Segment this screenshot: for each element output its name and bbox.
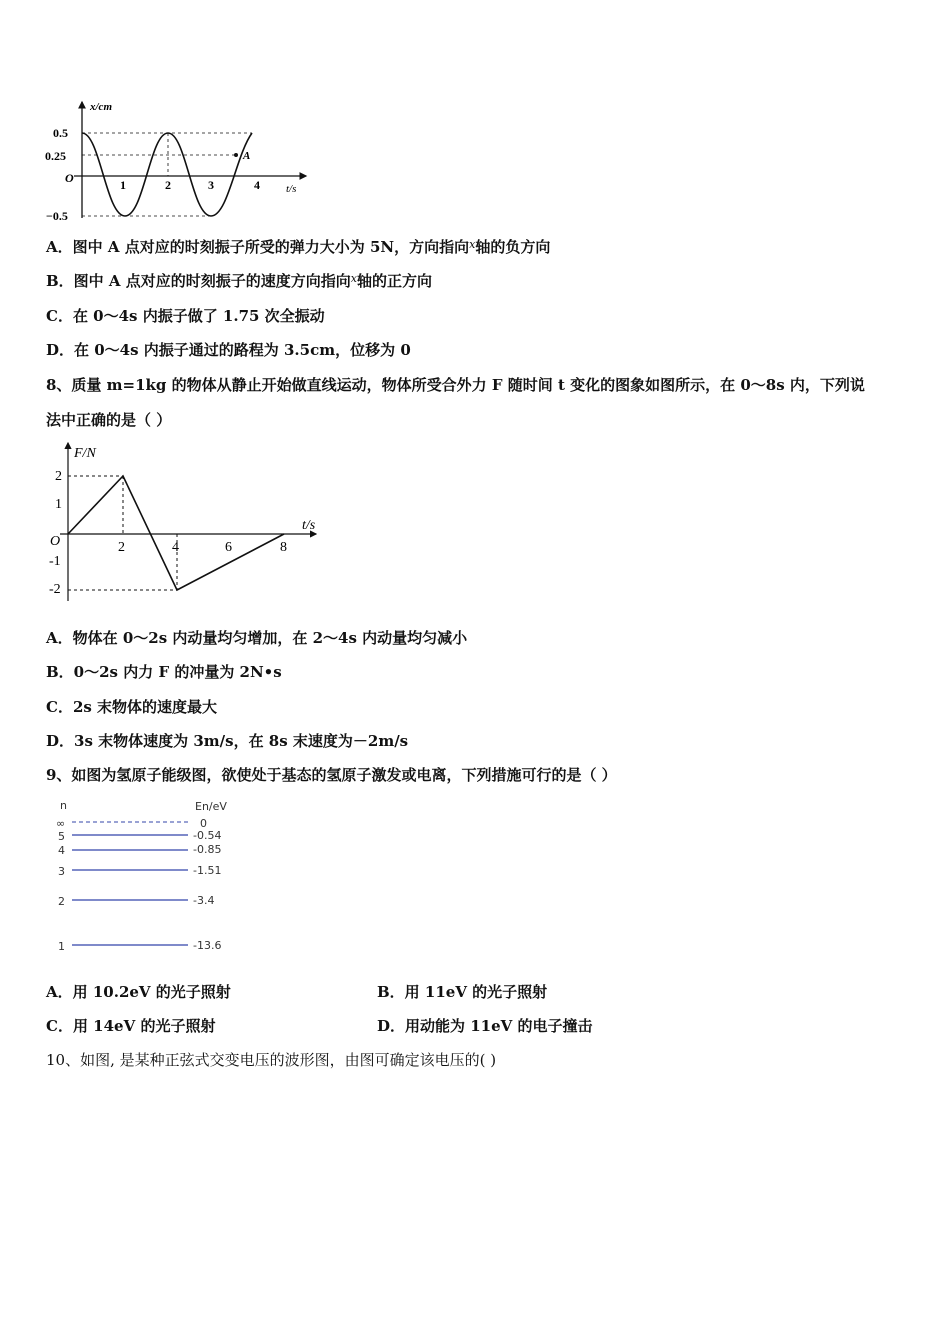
q7-option-b: B．图中 A 点对应的时刻振子的速度方向指向$^x$轴的正方向 bbox=[46, 272, 432, 290]
energy-level-diagram bbox=[50, 796, 250, 956]
q8-stem-line1: 8、质量 m=1kg 的物体从静止开始做直线运动，物体所受合外力 F 随时间 t 变化的图象如图所示，在 0～8s 内，下列说 bbox=[46, 376, 865, 394]
q7-option-d: D．在 0～4s 内振子通过的路程为 3.5cm，位移为 0 bbox=[46, 341, 411, 359]
q9-option-b: B．用 11eV 的光子照射 bbox=[377, 983, 548, 1001]
y-tick: 0.5 bbox=[53, 126, 68, 140]
y-tick: 1 bbox=[55, 497, 62, 512]
level-energy: -1.51 bbox=[193, 864, 222, 877]
q9-option-d: D．用动能为 11eV 的电子撞击 bbox=[377, 1017, 593, 1035]
x-tick: 4 bbox=[254, 178, 260, 192]
x-tick: 3 bbox=[208, 178, 214, 192]
level-energy: 0 bbox=[200, 817, 207, 830]
q8-option-c: C．2s 末物体的速度最大 bbox=[46, 698, 218, 716]
x-tick: 4 bbox=[172, 540, 179, 555]
y-tick: −0.5 bbox=[46, 209, 68, 223]
x-tick: 1 bbox=[120, 178, 126, 192]
q9-option-c: C．用 14eV 的光子照射 bbox=[46, 1017, 216, 1035]
level-n: 3 bbox=[58, 865, 65, 878]
oscillation-graph bbox=[40, 96, 320, 226]
q8-option-d: D．3s 末物体速度为 3m/s，在 8s 末速度为－2m/s bbox=[46, 732, 409, 750]
x-axis-label: t/s bbox=[302, 518, 316, 533]
level-energy: -0.85 bbox=[193, 843, 222, 856]
force-line bbox=[68, 476, 284, 590]
q9-stem: 9、如图为氢原子能级图，欲使处于基态的氢原子激发或电离，下列措施可行的是（ ） bbox=[46, 766, 617, 784]
q8-option-a: A．物体在 0～2s 内动量均匀增加，在 2～4s 内动量均匀减小 bbox=[46, 629, 468, 647]
sine-curve bbox=[82, 133, 252, 216]
energy-header: En/eV bbox=[195, 800, 227, 813]
y-axis-label: x/cm bbox=[90, 101, 112, 113]
q9-option-a: A．用 10.2eV 的光子照射 bbox=[46, 983, 231, 1001]
q10-stem: 10、如图, 是某种正弦式交变电压的波形图，由图可确定该电压的( ) bbox=[46, 1051, 497, 1069]
point-a-marker bbox=[234, 153, 238, 157]
point-a-label: A bbox=[243, 150, 251, 162]
origin-label: O bbox=[50, 534, 61, 549]
y-tick: -2 bbox=[49, 582, 61, 597]
q7-option-c: C．在 0～4s 内振子做了 1.75 次全振动 bbox=[46, 307, 325, 325]
level-n: ∞ bbox=[56, 817, 66, 830]
y-axis-label: F/N bbox=[74, 446, 96, 461]
level-energy: -0.54 bbox=[193, 829, 222, 842]
level-energy: -3.4 bbox=[193, 894, 215, 907]
force-time-graph bbox=[40, 437, 330, 605]
x-tick: 2 bbox=[118, 540, 125, 555]
level-n: 1 bbox=[58, 940, 65, 953]
level-n: 2 bbox=[58, 895, 65, 908]
x-axis-label: t/s bbox=[286, 183, 297, 195]
y-tick: -1 bbox=[49, 554, 61, 569]
q8-option-b: B．0～2s 内力 F 的冲量为 2N•s bbox=[46, 663, 282, 681]
x-tick: 8 bbox=[280, 540, 287, 555]
level-energy: -13.6 bbox=[193, 939, 222, 952]
q8-stem-line2: 法中正确的是（ ） bbox=[46, 411, 172, 429]
level-n: 4 bbox=[58, 844, 65, 857]
x-tick: 6 bbox=[225, 540, 232, 555]
q7-option-a: A．图中 A 点对应的时刻振子所受的弹力大小为 5N，方向指向$^x$轴的负方向 bbox=[46, 238, 551, 256]
level-n: 5 bbox=[58, 830, 65, 843]
y-tick: 2 bbox=[55, 469, 62, 484]
y-tick: 0.25 bbox=[45, 149, 66, 163]
n-header: n bbox=[60, 799, 67, 812]
x-tick: 2 bbox=[165, 178, 171, 192]
origin-label: O bbox=[65, 171, 74, 185]
